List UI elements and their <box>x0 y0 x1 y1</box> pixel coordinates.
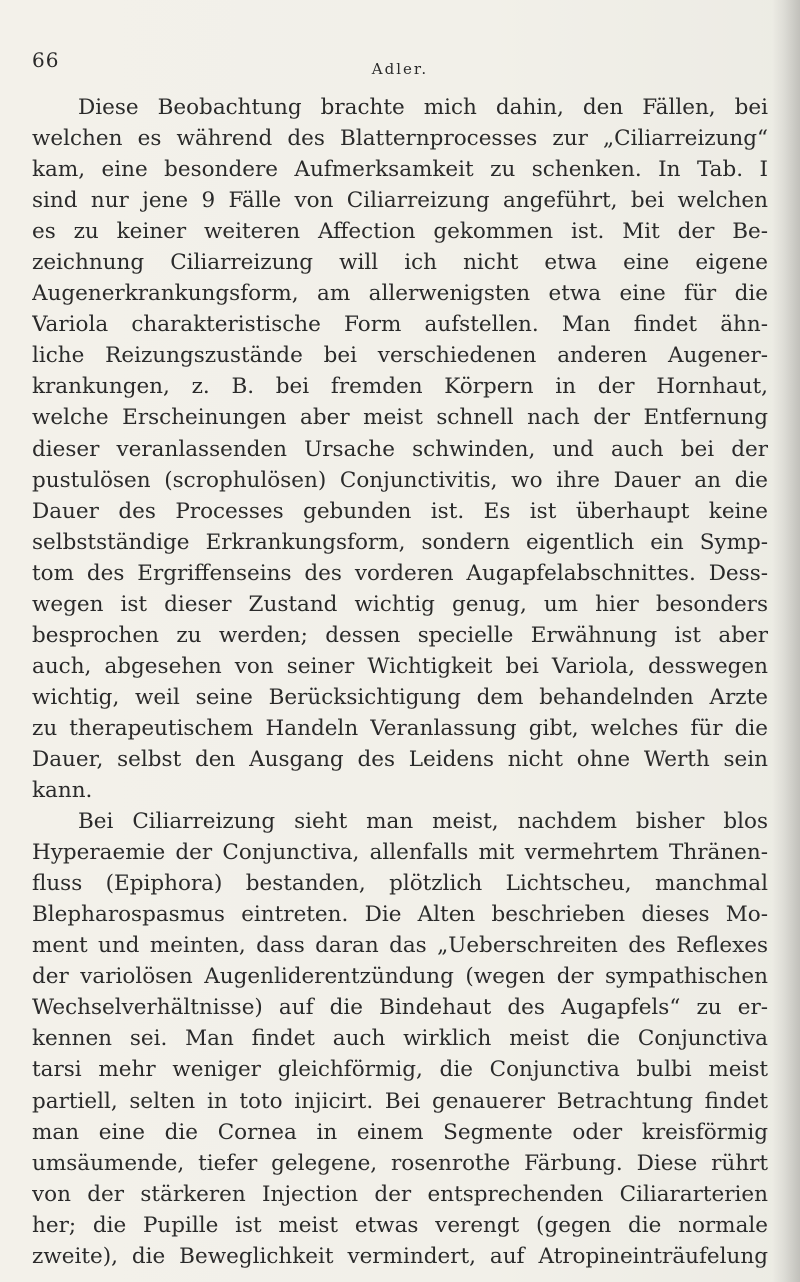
text-line: welchen es während des Blatternprocesses zur „Ciliarreizung“ <box>32 126 768 152</box>
running-head: Adler. <box>371 60 429 78</box>
text-line: wegen ist dieser Zustand wichtig genug, um hier besonders <box>32 591 768 617</box>
text-line: krankungen, z. B. bei fremden Körpern in der Hornhaut, <box>32 374 768 400</box>
text-line: kann. <box>32 778 93 804</box>
text-line: der variolösen Augenliderentzündung (wegen der sympathischen <box>32 964 768 990</box>
page-number: 66 <box>32 48 60 72</box>
text-line: partiell, selten in toto injicirt. Bei genauerer Betrachtung findet <box>32 1088 768 1114</box>
text-line: kennen sei. Man findet auch wirklich meist die Conjunctiva <box>32 1026 768 1052</box>
text-line: dieser veranlassenden Ursache schwinden, und auch bei der <box>32 436 768 462</box>
text-line: zweite), die Beweglichkeit vermindert, auf Atropineinträufelung <box>32 1243 768 1269</box>
text-line: Dauer, selbst den Ausgang des Leidens nicht ohne Werth sein <box>32 746 768 772</box>
text-line: Variola charakteristische Form aufstellen. Man findet ähn- <box>32 312 768 338</box>
text-line: Hyperaemie der Conjunctiva, allenfalls mit vermehrtem Thränen- <box>32 840 768 866</box>
text-line: tom des Ergriffenseins des vorderen Augapfelabschnittes. Dess- <box>32 560 768 586</box>
text-line: Dauer des Processes gebunden ist. Es ist überhaupt keine <box>32 498 768 524</box>
text-line: Wechselverhältnisse) auf die Bindehaut des Augapfels“ zu er- <box>32 995 768 1021</box>
text-line: es zu keiner weiteren Affection gekommen ist. Mit der Be- <box>32 219 768 245</box>
text-line: fluss (Epiphora) bestanden, plötzlich Lichtscheu, manchmal <box>32 871 768 897</box>
text-line: welche Erscheinungen aber meist schnell nach der Entfernung <box>32 405 768 431</box>
text-line: man eine die Cornea in einem Segmente oder kreisförmig <box>32 1119 768 1145</box>
text-line: pustulösen (scrophulösen) Conjunctivitis, wo ihre Dauer an die <box>32 467 768 493</box>
text-line: selbstständige Erkrankungsform, sondern eigentlich ein Symp- <box>32 529 768 555</box>
text-line: zu therapeutischem Handeln Veranlassung gibt, welches für die <box>32 715 768 741</box>
text-line: Blepharospasmus eintreten. Die Alten beschrieben dieses Mo- <box>32 902 768 928</box>
text-line: Diese Beobachtung brachte mich dahin, den Fällen, bei <box>78 95 768 120</box>
text-line: umsäumende, tiefer gelegene, rosenrothe Färbung. Diese rührt <box>32 1150 768 1176</box>
text-line: ment und meinten, dass daran das „Ueberschreiten des Reflexes <box>32 933 768 959</box>
text-line: tarsi mehr weniger gleichförmig, die Conjunctiva bulbi meist <box>32 1057 768 1083</box>
page-edge-shadow <box>772 0 800 1282</box>
text-line: auch, abgesehen von seiner Wichtigkeit bei Variola, desswegen <box>32 653 768 679</box>
text-line: zeichnung Ciliarreizung will ich nicht etwa eine eigene <box>32 250 768 276</box>
text-line: besprochen zu werden; dessen specielle Erwähnung ist aber <box>32 622 768 648</box>
text-line: her; die Pupille ist meist etwas verengt (gegen die normale <box>32 1212 768 1238</box>
body-text <box>32 92 768 1272</box>
text-line: Augenerkrankungsform, am allerwenigsten etwa eine für die <box>32 281 768 307</box>
text-line: Bei Ciliarreizung sieht man meist, nachdem bisher blos <box>78 809 768 835</box>
text-line: sind nur jene 9 Fälle von Ciliarreizung angeführt, bei welchen <box>32 188 768 214</box>
text-line: wichtig, weil seine Berücksichtigung dem behandelnden Arzte <box>32 684 768 710</box>
text-line: von der stärkeren Injection der entsprechenden Ciliararterien <box>32 1181 768 1207</box>
text-line: kam, eine besondere Aufmerksamkeit zu schenken. In Tab. I <box>32 157 768 183</box>
text-line: liche Reizungszustände bei verschiedenen anderen Augener- <box>32 343 768 369</box>
